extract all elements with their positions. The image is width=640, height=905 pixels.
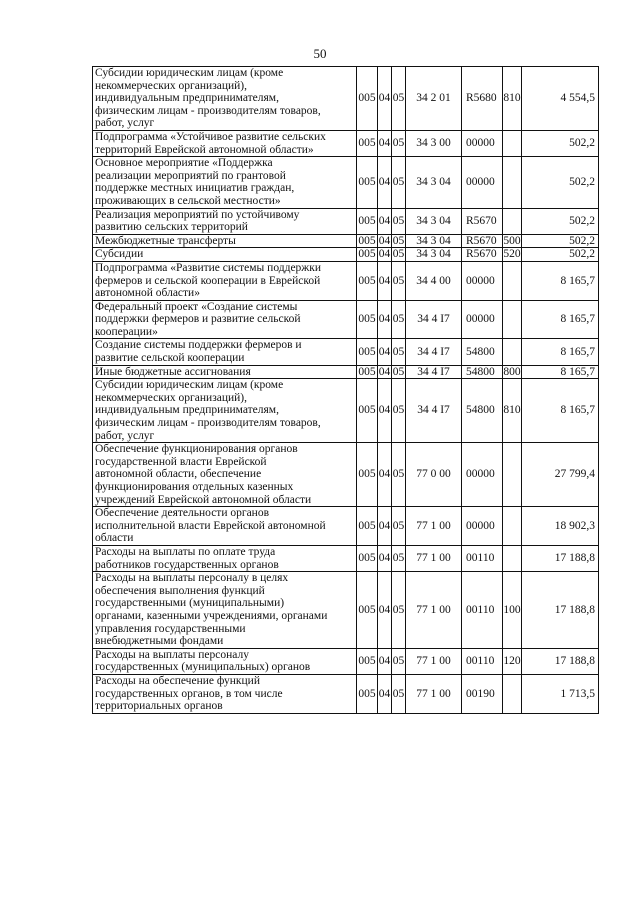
table-row (93, 300, 599, 339)
table-row (93, 208, 599, 234)
expense-name-cell: Обеспечение функционирования органов государственной власти Еврейской автономной области, обеспечение функционирования отдельных казенных учреждений Еврейской автономной области (93, 443, 357, 507)
expense-name-cell: Иные бюджетные ассигнования (93, 365, 357, 379)
section-code-cell: 04 (378, 572, 392, 649)
amount-cell: 502,2 (522, 248, 599, 262)
subsection-code-cell: 05 (392, 379, 406, 443)
section-code-cell: 04 (378, 130, 392, 156)
section-code-cell: 04 (378, 674, 392, 713)
expense-direction-cell: 00190 (462, 674, 503, 713)
amount-cell: 1 713,5 (522, 674, 599, 713)
table-row (93, 648, 599, 674)
grbs-code-cell: 005 (358, 248, 376, 261)
section-code-cell: 04 (378, 234, 391, 247)
section-code-cell: 04 (378, 300, 392, 339)
expense-direction-cell: 00110 (462, 648, 503, 674)
expense-name-cell: Федеральный проект «Создание системы поддержки фермеров и развитие сельской кооперации» (93, 300, 357, 339)
grbs-code-cell: 005 (357, 648, 378, 674)
section-code-cell: 04 (378, 507, 392, 546)
program-code-cell: 34 4 I7 (406, 365, 462, 379)
program-code-cell: 34 3 00 (406, 130, 462, 156)
grbs-code-cell: 005 (357, 339, 378, 365)
subsection-code-cell: 05 (392, 248, 405, 261)
expense-direction-cell: 00000 (462, 261, 503, 300)
table-row (93, 572, 599, 649)
page-number: 50 (313, 46, 327, 61)
subsection-code-cell: 05 (392, 130, 406, 156)
section-code-cell: 04 (378, 248, 391, 261)
expense-type-cell (503, 300, 522, 339)
grbs-code-cell: 005 (357, 379, 378, 443)
section-code-cell: 04 (378, 648, 392, 674)
expense-type-cell (503, 674, 522, 713)
expense-type-cell: 800 (503, 365, 521, 378)
table-row (93, 130, 599, 156)
section-code-cell: 04 (378, 261, 392, 300)
grbs-code-cell: 005 (357, 443, 378, 507)
subsection-code-cell: 05 (392, 300, 406, 339)
expense-direction-cell: 00000 (462, 443, 503, 507)
table-row (93, 339, 599, 365)
expense-type-cell: 120 (503, 648, 522, 674)
expense-name-cell: Основное мероприятие «Поддержка реализации мероприятий по грантовой поддержке местных инициатив граждан, проживающих в сельской местности» (93, 157, 357, 208)
grbs-code-cell: 005 (357, 545, 378, 571)
expense-type-cell: 810 (503, 67, 522, 131)
expense-name-cell: Субсидии (93, 248, 357, 262)
table-row (93, 674, 599, 713)
expense-direction-cell: R5670 (462, 234, 503, 248)
subsection-code-cell: 05 (392, 339, 406, 365)
expense-type-cell (503, 130, 522, 156)
amount-cell: 502,2 (522, 234, 599, 248)
subsection-code-cell: 05 (392, 234, 405, 247)
expense-name-cell: Расходы на выплаты персоналу в целях обеспечения выполнения функций государственными (муниципальными) органами, казенными учреждениями, органами управления государственными внебюджетными фондами (93, 572, 357, 649)
expense-direction-cell: 00110 (462, 572, 503, 649)
subsection-code-cell: 05 (392, 648, 406, 674)
table-row (93, 365, 599, 379)
expense-direction-cell: R5670 (462, 208, 503, 234)
expense-type-cell: 500 (503, 234, 521, 247)
amount-cell: 17 188,8 (522, 545, 599, 571)
grbs-code-cell: 005 (357, 208, 378, 234)
table-row (93, 67, 599, 131)
section-code-cell: 04 (378, 545, 392, 571)
table-row (93, 507, 599, 546)
expense-name-cell: Обеспечение деятельности органов исполнительной власти Еврейской автономной области (93, 507, 357, 546)
subsection-code-cell: 05 (392, 67, 406, 131)
section-code-cell: 04 (378, 339, 392, 365)
expense-direction-cell: 54800 (462, 379, 503, 443)
amount-cell: 8 165,7 (522, 339, 599, 365)
program-code-cell: 34 3 04 (406, 208, 462, 234)
expense-name-cell: Субсидии юридическим лицам (кроме некоммерческих организаций), индивидуальным предпринимателям, физическим лицам - производителям товаров, работ, услуг (93, 379, 357, 443)
expense-type-cell (503, 545, 522, 571)
section-code-cell: 04 (378, 443, 392, 507)
expense-direction-cell: 00000 (462, 157, 503, 208)
subsection-code-cell: 05 (392, 572, 406, 649)
expense-direction-cell: 54800 (462, 365, 503, 379)
subsection-code-cell: 05 (392, 365, 405, 378)
expense-name-cell: Расходы на обеспечение функций государственных органов, в том числе территориальных органов (93, 674, 357, 713)
expense-name-cell: Реализация мероприятий по устойчивому развитию сельских территорий (93, 208, 357, 234)
grbs-code-cell: 005 (357, 157, 378, 208)
amount-cell: 8 165,7 (522, 365, 599, 379)
expense-name-cell: Подпрограмма «Развитие системы поддержки фермеров и сельской кооперации в Еврейской автономной области» (93, 261, 357, 300)
subsection-code-cell: 05 (392, 545, 406, 571)
subsection-code-cell: 05 (392, 261, 406, 300)
expense-direction-cell: R5670 (462, 248, 503, 262)
section-code-cell: 04 (378, 67, 392, 131)
expense-name-cell: Межбюджетные трансферты (93, 234, 357, 248)
expense-direction-cell: 00000 (462, 507, 503, 546)
expense-direction-cell: 00110 (462, 545, 503, 571)
budget-table (92, 66, 599, 714)
section-code-cell: 04 (378, 208, 392, 234)
table-row (93, 545, 599, 571)
grbs-code-cell: 005 (357, 67, 378, 131)
expense-name-cell: Подпрограмма «Устойчивое развитие сельских территорий Еврейской автономной области» (93, 130, 357, 156)
program-code-cell: 34 4 I7 (406, 379, 462, 443)
amount-cell: 17 188,8 (522, 648, 599, 674)
section-code-cell: 04 (378, 157, 392, 208)
amount-cell: 8 165,7 (522, 379, 599, 443)
table-row (93, 261, 599, 300)
expense-name-cell: Создание системы поддержки фермеров и развитие сельской кооперации (93, 339, 357, 365)
amount-cell: 17 188,8 (522, 572, 599, 649)
amount-cell: 502,2 (522, 157, 599, 208)
grbs-code-cell: 005 (357, 572, 378, 649)
expense-type-cell: 810 (503, 379, 522, 443)
expense-direction-cell: 54800 (462, 339, 503, 365)
program-code-cell: 34 3 04 (406, 248, 462, 262)
table-row (93, 157, 599, 208)
expense-name-cell: Субсидии юридическим лицам (кроме некоммерческих организаций), индивидуальным предпринимателям, физическим лицам - производителям товаров, работ, услуг (93, 67, 357, 131)
expense-type-cell (503, 507, 522, 546)
budget-table-body (93, 67, 599, 714)
program-code-cell: 77 1 00 (406, 674, 462, 713)
program-code-cell: 77 0 00 (406, 443, 462, 507)
table-row (93, 248, 599, 262)
grbs-code-cell: 005 (357, 507, 378, 546)
grbs-code-cell: 005 (357, 130, 378, 156)
amount-cell: 27 799,4 (522, 443, 599, 507)
expense-direction-cell: 00000 (462, 300, 503, 339)
grbs-code-cell: 005 (357, 300, 378, 339)
expense-type-cell (503, 261, 522, 300)
subsection-code-cell: 05 (392, 674, 406, 713)
amount-cell: 18 902,3 (522, 507, 599, 546)
amount-cell: 8 165,7 (522, 261, 599, 300)
program-code-cell: 34 4 I7 (406, 339, 462, 365)
table-row (93, 234, 599, 248)
expense-type-cell (503, 443, 522, 507)
amount-cell: 502,2 (522, 208, 599, 234)
program-code-cell: 77 1 00 (406, 507, 462, 546)
grbs-code-cell: 005 (358, 234, 376, 247)
program-code-cell: 77 1 00 (406, 572, 462, 649)
program-code-cell: 34 3 04 (406, 234, 462, 248)
amount-cell: 4 554,5 (522, 67, 599, 131)
program-code-cell: 77 1 00 (406, 545, 462, 571)
expense-type-cell (503, 157, 522, 208)
subsection-code-cell: 05 (392, 208, 406, 234)
program-code-cell: 34 2 01 (406, 67, 462, 131)
grbs-code-cell: 005 (357, 261, 378, 300)
expense-direction-cell: R5680 (462, 67, 503, 131)
expense-type-cell: 100 (503, 572, 522, 649)
subsection-code-cell: 05 (392, 157, 406, 208)
program-code-cell: 77 1 00 (406, 648, 462, 674)
expense-type-cell: 520 (503, 248, 521, 261)
program-code-cell: 34 4 00 (406, 261, 462, 300)
expense-name-cell: Расходы на выплаты персоналу государственных (муниципальных) органов (93, 648, 357, 674)
table-row (93, 443, 599, 507)
expense-direction-cell: 00000 (462, 130, 503, 156)
program-code-cell: 34 4 I7 (406, 300, 462, 339)
table-row (93, 379, 599, 443)
expense-name-cell: Расходы на выплаты по оплате труда работников государственных органов (93, 545, 357, 571)
subsection-code-cell: 05 (392, 507, 406, 546)
grbs-code-cell: 005 (358, 365, 376, 378)
section-code-cell: 04 (378, 365, 391, 378)
program-code-cell: 34 3 04 (406, 157, 462, 208)
expense-type-cell (503, 339, 522, 365)
grbs-code-cell: 005 (357, 674, 378, 713)
amount-cell: 502,2 (522, 130, 599, 156)
expense-type-cell (503, 208, 522, 234)
subsection-code-cell: 05 (392, 443, 406, 507)
amount-cell: 8 165,7 (522, 300, 599, 339)
section-code-cell: 04 (378, 379, 392, 443)
